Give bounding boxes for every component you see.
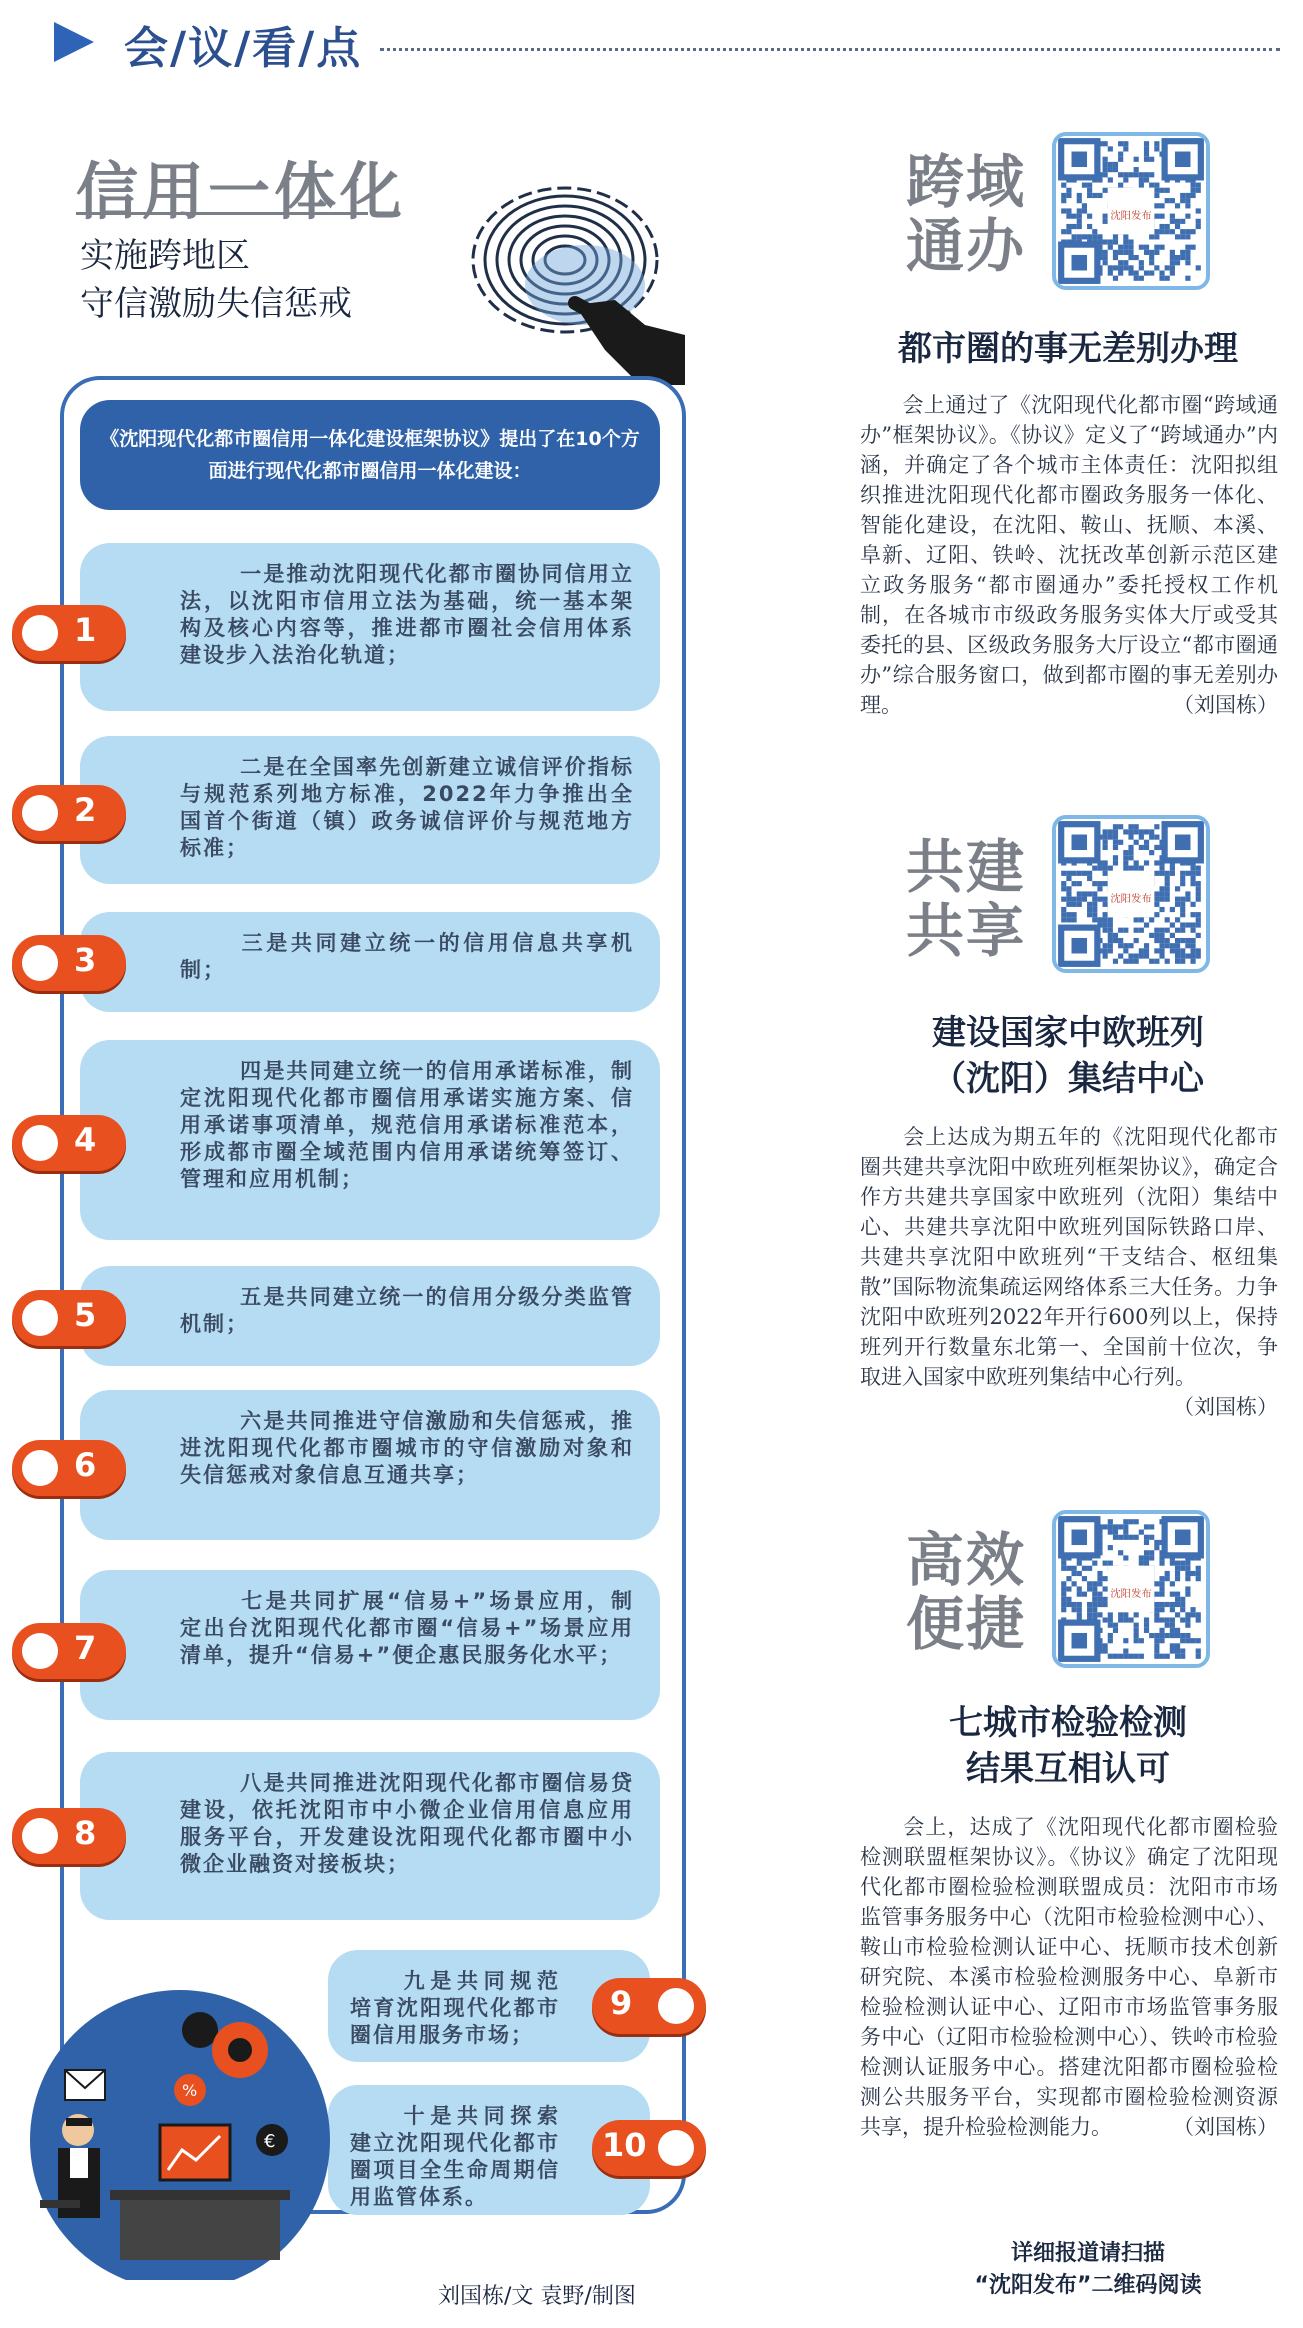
left-subtitle-line: 实施跨地区: [80, 236, 250, 276]
left-subtitle: [80, 232, 352, 328]
qr-instructions-line: 详细报道请扫描: [1010, 2241, 1165, 2266]
left-subtitle-line: 守信激励失信惩戒: [80, 284, 352, 324]
item-text: 三是共同建立统一的信用信息共享机制；: [180, 931, 634, 982]
item-number: 10: [602, 2126, 647, 2164]
item-number-badge: [12, 1623, 126, 1679]
section-heading: [906, 150, 1026, 278]
section-body: [860, 1122, 1278, 1422]
qr-logo-label: 沈阳发布: [1110, 892, 1152, 905]
qr-pattern: [1056, 1514, 1206, 1664]
item-number-badge: [592, 1978, 706, 2034]
author: （刘国栋）: [1173, 693, 1278, 717]
office-worker-illustration-icon: [10, 1950, 330, 2280]
qr-pattern: [1056, 136, 1206, 286]
section-subtitle-line: 结果互相认可: [966, 1749, 1170, 1789]
list-item: [80, 1266, 660, 1366]
body-text: 会上，达成了《沈阳现代化都市圈检验检测联盟框架协议》。《协议》确定了沈阳现代化都市圈检验检测联盟成员：沈阳市市场监管事务服务中心（沈阳市检验检测中心）、鞍山市检验检测认证中心、抚顺市技术创新研究院、本溪市检验检测服务中心、阜新市检验检测认证中心、辽阳市市场监管事务服务中心（辽阳市检验检测中心）、铁岭市检验检测认证服务中心。搭建沈阳都市圈检验检测公共服务平台，实现都市圈检验检测资源共享，提升检验检测能力。: [860, 1815, 1278, 2139]
svg-text:€: €: [264, 2131, 276, 2152]
item-text: 一是推动沈阳现代化都市圈协同信用立法，以沈阳市信用立法为基础，统一基本架构及核心内容等，推进都市圈社会信用体系建设步入法治化轨道；: [180, 562, 634, 667]
qr-instructions: [878, 2238, 1298, 2302]
list-item: [80, 912, 660, 1012]
item-number-badge: [12, 605, 126, 661]
item-number-badge: [12, 1440, 126, 1496]
section-heading-line: 便捷: [906, 1590, 1027, 1658]
section-subtitle-line: （沈阳）集结中心: [932, 1059, 1204, 1099]
qr-pattern: [1056, 819, 1206, 969]
item-number: 1: [74, 611, 97, 649]
item-number: 4: [74, 1121, 97, 1159]
item-number-badge: [12, 785, 126, 841]
item-number-badge: [12, 1808, 126, 1864]
item-number: 6: [74, 1446, 97, 1484]
section-heading-line: 共享: [906, 897, 1027, 965]
list-item: [80, 1752, 660, 1920]
fingerprint-icon: [455, 175, 685, 385]
item-number: 5: [74, 1296, 97, 1334]
section-subtitle: [858, 1010, 1278, 1102]
left-title-underline: [76, 212, 368, 215]
section-header-title: 会/议/看/点: [124, 23, 363, 74]
header-arrow-icon: [54, 22, 94, 62]
qr-code-icon[interactable]: [1052, 1510, 1210, 1668]
item-text: 七是共同扩展“信易+”场景应用，制定出台沈阳现代化都市圈“信易+”场景应用清单，提升“信易+”便企惠民服务化水平；: [180, 1589, 634, 1667]
author: （刘国栋）: [1173, 2115, 1278, 2139]
item-number-badge: [12, 1115, 126, 1171]
section-subtitle-line: 七城市检验检测: [949, 1703, 1187, 1743]
section-heading-line: 高效: [906, 1526, 1027, 1594]
item-number: 9: [610, 1984, 633, 2022]
list-item: [80, 543, 660, 711]
section-heading: [906, 835, 1026, 963]
item-text: 十是共同探索建立沈阳现代化都市圈项目全生命周期信用监管体系。: [350, 2104, 560, 2209]
qr-instructions-line: “沈阳发布”二维码阅读: [974, 2273, 1202, 2298]
section-subtitle: [858, 1700, 1278, 1792]
item-number: 3: [74, 941, 97, 979]
body-text: 会上通过了《沈阳现代化都市圈“跨域通办”框架协议》。《协议》定义了“跨域通办”内涵，并确定了各个城市主体责任：沈阳拟组织推进沈阳现代化都市圈政务服务一体化、智能化建设，在沈阳、鞍山、抚顺、本溪、阜新、辽阳、铁岭、沈抚改革创新示范区建立政务服务“都市圈通办”委托授权工作机制，在各城市市级政务服务实体大厅或受其委托的县、区级政务服务大厅设立“都市圈通办”综合服务窗口，做到都市圈的事无差别办理。: [860, 393, 1278, 717]
section-subtitle-line: 建设国家中欧班列: [932, 1013, 1204, 1053]
item-number: 2: [74, 791, 97, 829]
section-heading-line: 跨域: [906, 148, 1027, 216]
qr-code-icon[interactable]: [1052, 815, 1210, 973]
svg-text:%: %: [182, 2081, 198, 2100]
header-divider: [380, 48, 1280, 51]
list-item: [80, 1570, 660, 1720]
list-item: [80, 736, 660, 884]
body-text: 会上达成为期五年的《沈阳现代化都市圈共建共享沈阳中欧班列框架协议》，确定合作方共建共享国家中欧班列（沈阳）集结中心、共建共享沈阳中欧班列国际铁路口岸、共建共享沈阳中欧班列“干支结合、枢纽集散”国际物流集疏运网络体系三大任务。力争沈阳中欧班列2022年开行600列以上，保持班列开行数量东北第一、全国前十位次，争取进入国家中欧班列集结中心行列。: [860, 1125, 1278, 1389]
credit-line: 刘国栋/文 袁野/制图: [438, 2284, 636, 2309]
section-heading: [906, 1528, 1026, 1656]
item-number-badge: [12, 935, 126, 991]
item-text: 九是共同规范培育沈阳现代化都市圈信用服务市场；: [350, 1969, 560, 2047]
author: （刘国栋）: [1173, 1395, 1278, 1419]
section-body: [860, 1812, 1278, 2142]
list-item: [80, 1390, 660, 1540]
qr-logo-label: 沈阳发布: [1110, 209, 1152, 222]
section-heading-line: 共建: [906, 833, 1027, 901]
section-heading-line: 通办: [906, 212, 1027, 280]
item-number-badge: [592, 2120, 706, 2176]
item-text: 五是共同建立统一的信用分级分类监管机制；: [180, 1285, 634, 1336]
item-text: 四是共同建立统一的信用承诺标准，制定沈阳现代化都市圈信用承诺实施方案、信用承诺事项清单，规范信用承诺标准范本，形成都市圈全域范围内信用承诺统筹签订、管理和应用机制；: [180, 1059, 634, 1191]
intro-box: 《沈阳现代化都市圈信用一体化建设框架协议》提出了在10个方面进行现代化都市圈信用一体化建设：: [80, 400, 660, 510]
section-body: [860, 390, 1278, 720]
section-subtitle: 都市圈的事无差别办理: [898, 329, 1238, 369]
list-item: [80, 1040, 660, 1240]
item-number-badge: [12, 1290, 126, 1346]
item-number: 7: [74, 1629, 97, 1667]
item-text: 六是共同推进守信激励和失信惩戒，推进沈阳现代化都市圈城市的守信激励对象和失信惩戒对象信息互通共享；: [180, 1409, 634, 1487]
qr-logo-label: 沈阳发布: [1110, 1587, 1152, 1600]
item-text: 八是共同推进沈阳现代化都市圈信易贷建设，依托沈阳市中小微企业信用信息应用服务平台，开发建设沈阳现代化都市圈中小微企业融资对接板块；: [180, 1771, 634, 1876]
item-number: 8: [74, 1814, 97, 1852]
item-text: 二是在全国率先创新建立诚信评价指标与规范系列地方标准，2022年力争推出全国首个街道（镇）政务诚信评价与规范地方标准；: [180, 755, 634, 860]
qr-code-icon[interactable]: [1052, 132, 1210, 290]
left-title: 信用一体化: [76, 155, 407, 228]
